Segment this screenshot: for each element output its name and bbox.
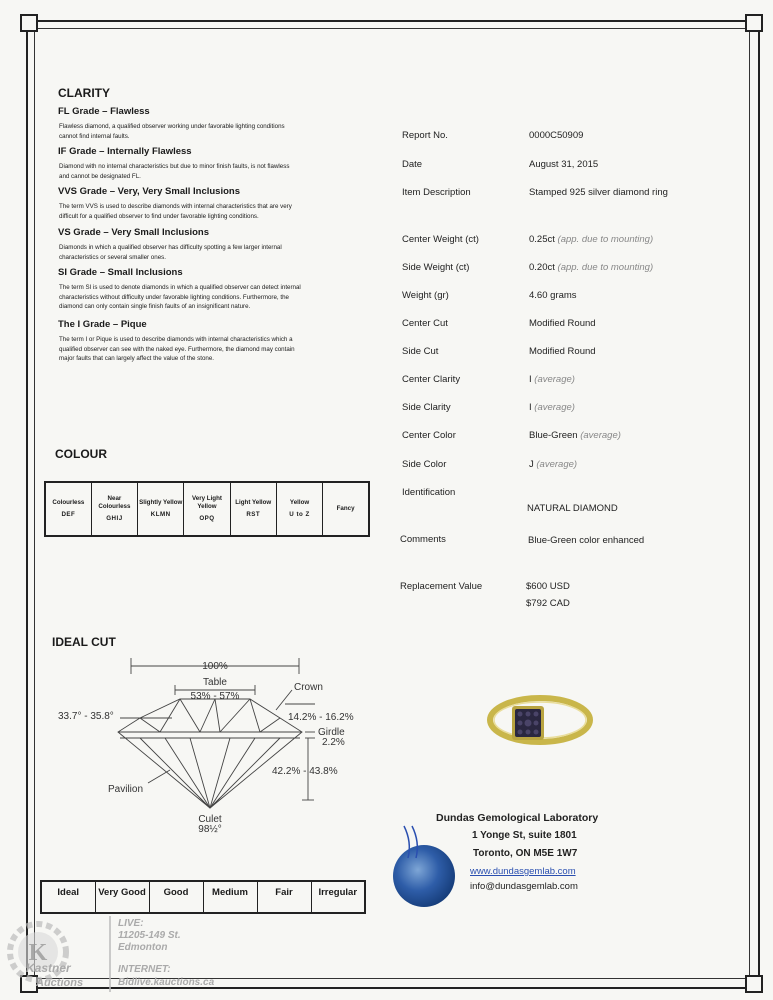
comments-value: Blue-Green color enhanced bbox=[528, 535, 645, 546]
cut-grade-table bbox=[40, 880, 366, 914]
crown-height-label: 14.2% - 16.2% bbox=[288, 712, 354, 723]
grade-text-si: The term SI is used to denote diamonds in which a qualified observer can detect internal characteristics without difficulty under favorable lighting conditions. Furthermore, the diamond can only contain single finish faults of an insignificant nature. bbox=[59, 284, 301, 310]
grade-heading-vvs: VVS Grade – Very, Very Small Inclusions bbox=[58, 186, 240, 197]
grade-heading-fl: FL Grade – Flawless bbox=[58, 106, 150, 117]
crown-label: Crown bbox=[294, 682, 323, 693]
date-label: Date bbox=[402, 159, 423, 170]
cut-grade-cell: Ideal bbox=[41, 881, 95, 913]
colour-title: COLOUR bbox=[55, 447, 107, 461]
watermark-brand-bottom: Auctions bbox=[36, 977, 84, 989]
ideal-cut-title: IDEAL CUT bbox=[52, 635, 116, 649]
ribbon-icon bbox=[398, 824, 428, 860]
cut-grade-cell: Very Good bbox=[95, 881, 149, 913]
side-clarity-value: I (average) bbox=[529, 402, 575, 413]
total-depth-label: 100% bbox=[202, 661, 228, 672]
lab-name: Dundas Gemological Laboratory bbox=[436, 812, 599, 824]
center-weight-label: Center Weight (ct) bbox=[402, 234, 479, 245]
side-color-value: J (average) bbox=[529, 459, 578, 470]
clarity-title: CLARITY bbox=[58, 86, 110, 100]
center-clarity-value: I (average) bbox=[529, 374, 575, 385]
pavilion-label: Pavilion bbox=[108, 784, 144, 795]
corner-ornament bbox=[745, 975, 763, 993]
colour-cell: Yellow U to Z bbox=[276, 482, 322, 536]
cut-grade-cell: Fair bbox=[257, 881, 311, 913]
watermark-internet-url: Bidlive.kauctions.ca bbox=[118, 977, 215, 988]
weight-value: 4.60 grams bbox=[529, 290, 577, 301]
replacement-value-label: Replacement Value bbox=[400, 581, 483, 592]
watermark-internet-label: INTERNET: bbox=[118, 964, 171, 975]
table-range-label: 53% - 57% bbox=[190, 691, 240, 702]
corner-ornament bbox=[20, 14, 38, 32]
diamond-outline bbox=[118, 699, 302, 808]
ring-photo bbox=[482, 684, 594, 766]
colour-scale-table bbox=[44, 481, 370, 537]
grade-text-i: The term I or Pique is used to describe diamonds with internal characteristics which a qualified observer can see with the naked eye. Furthermore, the diamond may contain major faults that can largely affect the value of the stone. bbox=[59, 336, 295, 362]
report-no-value: 0000C50909 bbox=[529, 130, 584, 141]
watermark-live-label: LIVE: bbox=[118, 918, 144, 929]
diamond-proportion-diagram bbox=[40, 652, 380, 842]
colour-cell: Slightly Yellow KLMN bbox=[138, 482, 184, 536]
corner-ornament bbox=[745, 14, 763, 32]
comments-label: Comments bbox=[400, 534, 446, 545]
center-color-value: Blue-Green (average) bbox=[529, 430, 621, 441]
cut-grade-cell: Good bbox=[149, 881, 203, 913]
side-weight-label: Side Weight (ct) bbox=[402, 262, 470, 273]
pavilion-depth-label: 42.2% - 43.8% bbox=[272, 766, 338, 777]
center-cut-value: Modified Round bbox=[529, 318, 596, 329]
item-description-value: Stamped 925 silver diamond ring bbox=[529, 187, 668, 198]
culet-value-label: 98½° bbox=[198, 824, 222, 835]
side-cut-value: Modified Round bbox=[529, 346, 596, 357]
grade-heading-i: The I Grade – Pique bbox=[58, 319, 147, 330]
colour-cell: Near Colourless GHIJ bbox=[91, 482, 137, 536]
watermark-city: Edmonton bbox=[118, 942, 168, 953]
center-color-label: Center Color bbox=[402, 430, 456, 441]
girdle-value-label: 2.2% bbox=[322, 737, 345, 748]
auction-watermark bbox=[6, 912, 246, 994]
table-label: Table bbox=[203, 677, 227, 688]
grade-text-vvs: The term VVS is used to describe diamonds with internal characteristics that are very difficult for a qualified observer to find under favorable lighting conditions. bbox=[59, 203, 292, 220]
grade-heading-si: SI Grade – Small Inclusions bbox=[58, 267, 183, 278]
watermark-brand-top: Kastner bbox=[26, 961, 71, 975]
colour-cell: Very Light Yellow OPQ bbox=[184, 482, 230, 536]
crown-angle-label: 33.7° - 35.8° bbox=[58, 711, 114, 722]
side-weight-value: 0.20ct (app. due to mounting) bbox=[529, 262, 654, 273]
colour-cell: Light Yellow RST bbox=[230, 482, 276, 536]
identification-label: Identification bbox=[402, 487, 456, 498]
grade-text-if: Diamond with no internal characteristics but due to minor finish faults, is not flawless and cannot be designated FL. bbox=[59, 163, 290, 180]
center-weight-value: 0.25ct (app. due to mounting) bbox=[529, 234, 654, 245]
colour-cell: Fancy bbox=[323, 482, 369, 536]
lab-website-link[interactable]: www.dundasgemlab.com bbox=[470, 866, 576, 877]
lab-email: info@dundasgemlab.com bbox=[470, 881, 578, 892]
replacement-usd-value: $600 USD bbox=[526, 581, 570, 592]
report-no-label: Report No. bbox=[402, 130, 448, 141]
center-clarity-label: Center Clarity bbox=[402, 374, 461, 385]
weight-label: Weight (gr) bbox=[402, 290, 449, 301]
side-clarity-label: Side Clarity bbox=[402, 402, 451, 413]
center-cut-label: Center Cut bbox=[402, 318, 448, 329]
cut-grade-cell: Irregular bbox=[311, 881, 365, 913]
identification-value: NATURAL DIAMOND bbox=[527, 503, 618, 514]
colour-cell: Colourless DEF bbox=[45, 482, 91, 536]
culet-label: Culet bbox=[198, 814, 222, 825]
item-description-label: Item Description bbox=[402, 187, 471, 198]
side-color-label: Side Color bbox=[402, 459, 447, 470]
replacement-cad-value: $792 CAD bbox=[526, 598, 570, 609]
grade-heading-vs: VS Grade – Very Small Inclusions bbox=[58, 227, 210, 238]
grade-text-vs: Diamonds in which a qualified observer has difficulty spotting a few larger internal characteristics or several smaller ones. bbox=[59, 244, 282, 261]
cut-grade-cell: Medium bbox=[203, 881, 257, 913]
watermark-address: 11205-149 St. bbox=[118, 930, 181, 941]
grade-heading-if: IF Grade – Internally Flawless bbox=[58, 146, 192, 157]
lab-address-1: 1 Yonge St, suite 1801 bbox=[472, 830, 577, 841]
date-value: August 31, 2015 bbox=[529, 159, 599, 170]
svg-text:K: K bbox=[28, 940, 48, 966]
grade-text-fl: Flawless diamond, a qualified observer working under favorable lighting conditions cannot find internal faults. bbox=[59, 123, 285, 140]
side-cut-label: Side Cut bbox=[402, 346, 439, 357]
lab-address-2: Toronto, ON M5E 1W7 bbox=[473, 848, 578, 859]
girdle-label: Girdle bbox=[318, 727, 345, 738]
